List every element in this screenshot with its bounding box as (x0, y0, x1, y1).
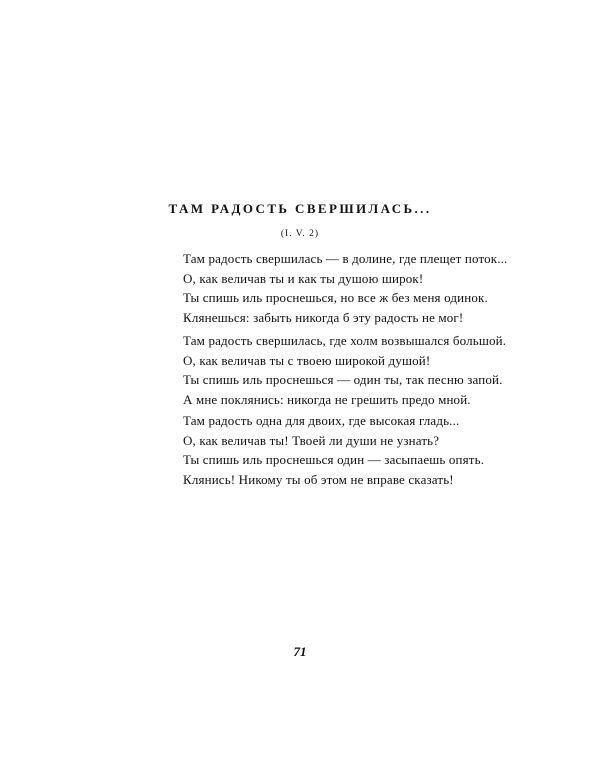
verse-line: Клянешься: забыть никогда б эту радость не мог! (183, 309, 464, 325)
verse-line: Ты спишь иль проснешься, но все ж без меня одинок. (183, 290, 488, 305)
stanza-2 (183, 331, 507, 409)
verse-line: Там радость свершилась, где холм возвышался большой. (183, 333, 507, 348)
verse-line: Ты спишь иль проснешься один — засыпаешь опять. (183, 452, 485, 467)
verse-line: Там радость свершилась — в долине, где плещет поток... (183, 251, 508, 266)
verse-line: О, как величав ты с твоею широкой душой! (183, 352, 431, 368)
verse-line: А мне поклянись: никогда не грешить предо мной. (183, 391, 471, 407)
verse-line: Клянись! Никому ты об этом не вправе сказать! (183, 471, 454, 487)
poem-date: (I. V. 2) (280, 229, 320, 239)
verse-line: Ты спишь иль проснешься — один ты, так песню запой. (183, 372, 503, 387)
verse-line: О, как величав ты и как ты душою широк! (183, 270, 424, 286)
stanza-3 (183, 411, 503, 489)
verse-line: О, как величав ты! Твоей ли души не узнать? (183, 432, 440, 448)
page-number: 71 (293, 644, 307, 659)
poem-title: ТАМ РАДОСТЬ СВЕРШИЛАСЬ... (168, 201, 432, 216)
stanza-1 (183, 249, 508, 327)
verse-line: Там радость одна для двоих, где высокая гладь... (183, 413, 460, 428)
